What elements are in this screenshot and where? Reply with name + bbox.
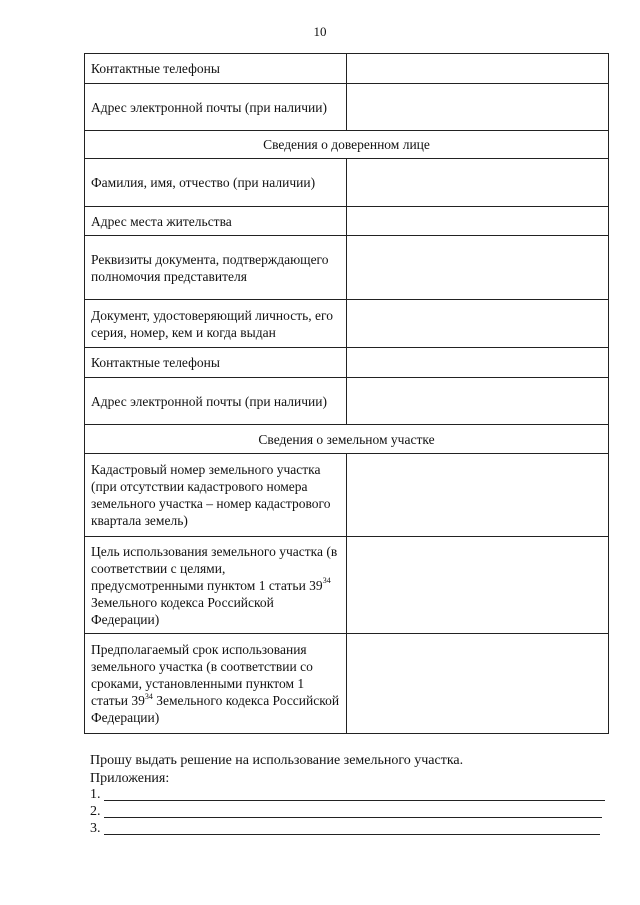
usage-term-text: Предполагаемый срок использования земельного участка (в соответствии со сроками, установленными пунктом 1 статьи 39 — [91, 642, 313, 708]
section-header-land-plot: Сведения о земельном участке — [85, 425, 609, 454]
field-value-contact-phones-trustee[interactable] — [347, 348, 609, 378]
section-row — [85, 131, 609, 159]
field-label-full-name: Фамилия, имя, отчество (при наличии) — [85, 159, 347, 207]
usage-term-text-end: Земельного кодекса Российской Федерации) — [91, 693, 340, 725]
section-row — [85, 425, 609, 454]
field-value-usage-term[interactable] — [347, 634, 609, 734]
field-label-contact-phones: Контактные телефоны — [85, 54, 347, 84]
field-label-residence-address: Адрес места жительства — [85, 207, 347, 236]
field-value-residence-address[interactable] — [347, 207, 609, 236]
field-value-email[interactable] — [347, 84, 609, 131]
field-value-email-trustee[interactable] — [347, 378, 609, 425]
field-value-usage-purpose[interactable] — [347, 537, 609, 634]
usage-purpose-sup: 34 — [322, 576, 331, 585]
field-value-authority-document[interactable] — [347, 236, 609, 300]
table-row — [85, 634, 609, 734]
table-row — [85, 348, 609, 378]
field-label-cadastral-number: Кадастровый номер земельного участка (при отсутствии кадастрового номера земельного участка – номер кадастрового квартала земель) — [85, 454, 347, 537]
field-label-authority-document: Реквизиты документа, подтверждающего полномочия представителя — [85, 236, 347, 300]
field-value-cadastral-number[interactable] — [347, 454, 609, 537]
attachment-number: 3. — [90, 821, 101, 836]
table-row — [85, 159, 609, 207]
application-form-table — [84, 53, 609, 734]
table-row — [85, 537, 609, 634]
field-label-usage-term — [85, 634, 347, 734]
table-row — [85, 236, 609, 300]
attachment-number: 2. — [90, 804, 101, 819]
table-row — [85, 300, 609, 348]
attachment-line-2[interactable] — [90, 803, 602, 820]
attachment-underline — [104, 817, 602, 818]
table-row — [85, 454, 609, 537]
table-row — [85, 207, 609, 236]
field-label-usage-purpose — [85, 537, 347, 634]
field-value-contact-phones[interactable] — [347, 54, 609, 84]
usage-purpose-text-end: Земельного кодекса Российской Федерации) — [91, 594, 274, 627]
field-value-identity-document[interactable] — [347, 300, 609, 348]
table-row — [85, 54, 609, 84]
attachments-label: Приложения: — [90, 771, 170, 786]
field-label-identity-document: Документ, удостоверяющий личность, его серия, номер, кем и когда выдан — [85, 300, 347, 348]
field-value-full-name[interactable] — [347, 159, 609, 207]
request-statement: Прошу выдать решение на использование земельного участка. — [90, 753, 464, 768]
section-header-trustee: Сведения о доверенном лице — [85, 131, 609, 159]
attachment-underline — [104, 834, 600, 835]
field-label-email-trustee: Адрес электронной почты (при наличии) — [85, 378, 347, 425]
attachment-line-1[interactable] — [90, 786, 605, 803]
attachment-underline — [104, 800, 605, 801]
field-label-contact-phones-trustee: Контактные телефоны — [85, 348, 347, 378]
table-row — [85, 84, 609, 131]
attachment-number: 1. — [90, 787, 101, 802]
usage-term-sup: 34 — [144, 691, 153, 701]
attachment-line-3[interactable] — [90, 820, 600, 837]
table-row — [85, 378, 609, 425]
page-number: 10 — [313, 24, 327, 39]
usage-purpose-text: Цель использования земельного участка (в соответствии с целями, предусмотренными пунктом 1 статьи 39 — [91, 543, 338, 593]
field-label-email: Адрес электронной почты (при наличии) — [85, 84, 347, 131]
